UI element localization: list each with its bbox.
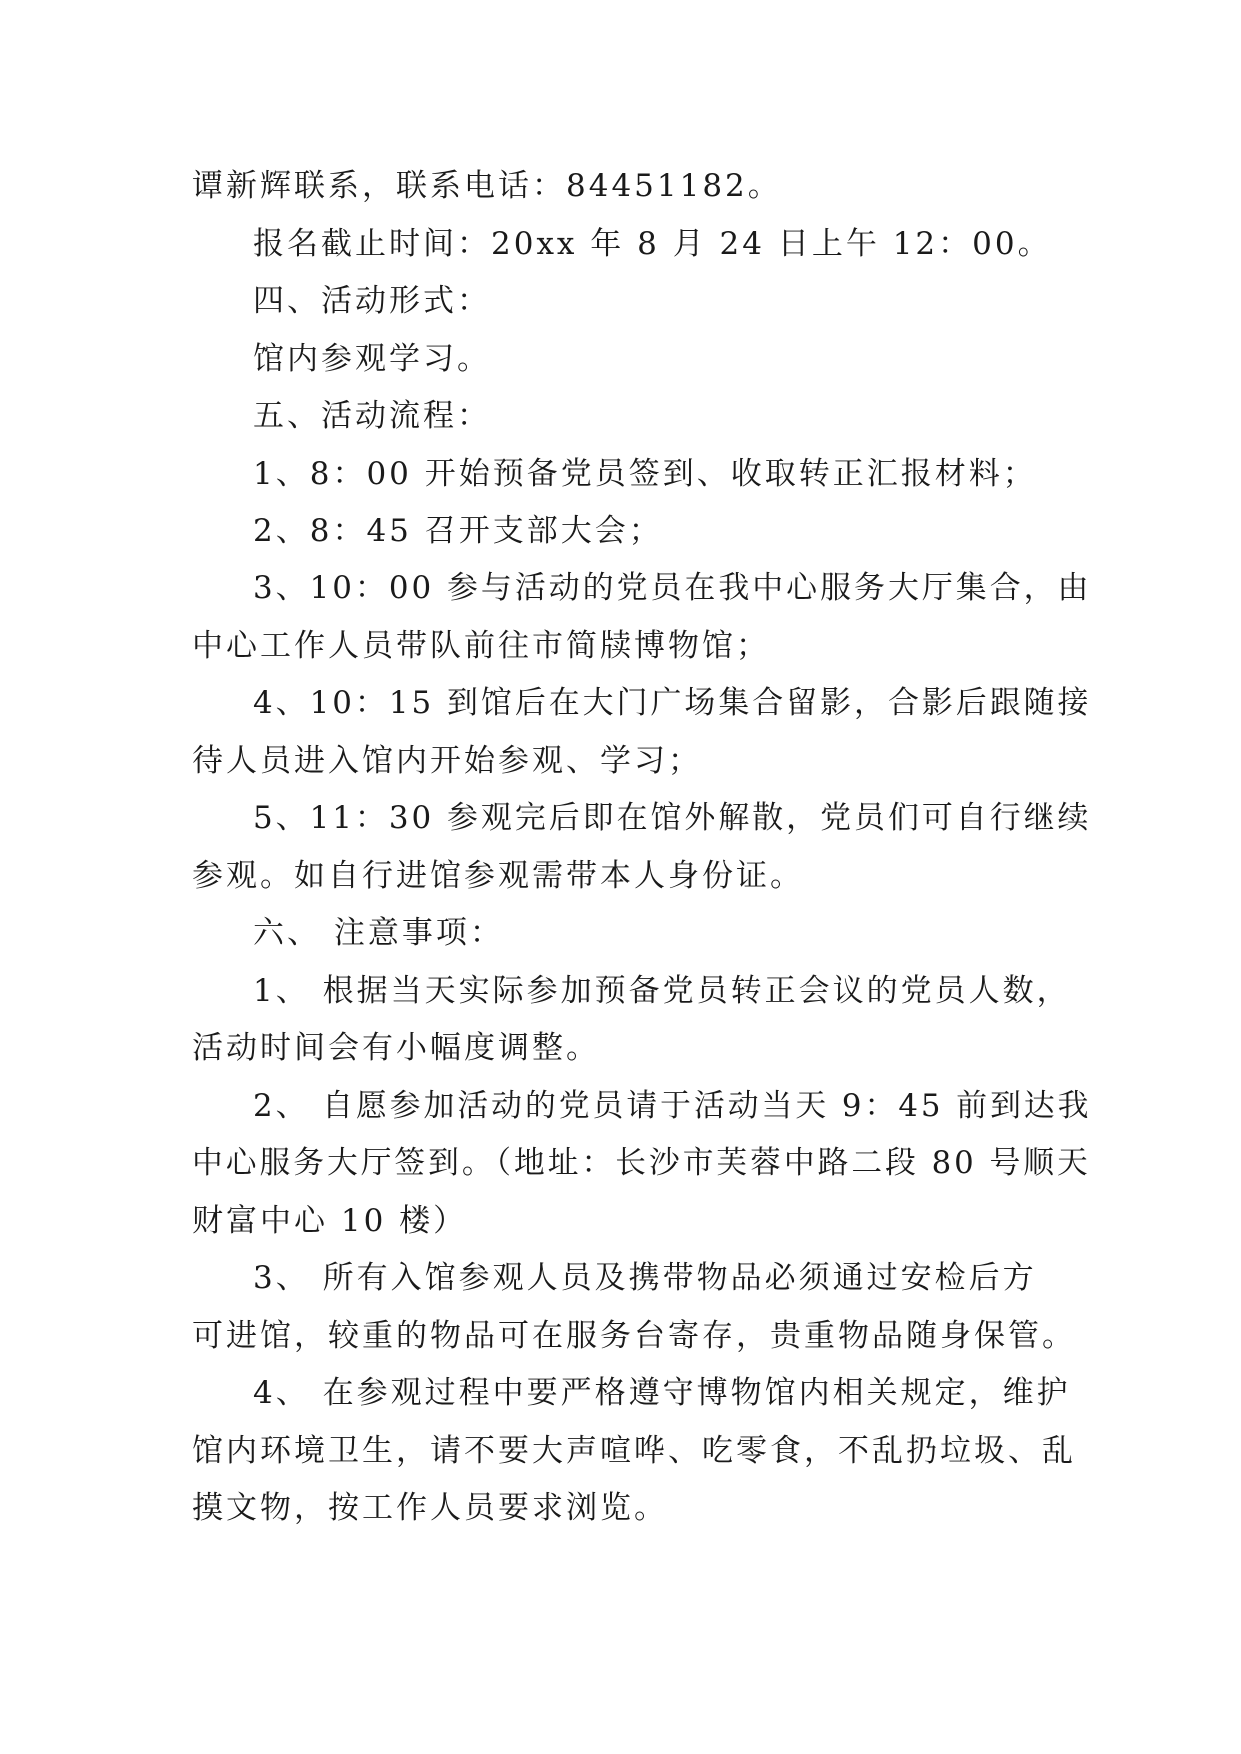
contact-line: 谭新辉联系，联系电话：84451182。 <box>192 168 782 204</box>
note-item-4-cont: 馆内环境卫生，请不要大声喧哗、吃零食，不乱扔垃圾、乱 <box>192 1433 1076 1469</box>
deadline-line: 报名截止时间：20xx 年 8 月 24 日上午 12：00。 <box>253 226 1052 262</box>
section-heading-notes: 六、 注意事项： <box>253 915 504 951</box>
process-item-3: 3、10：00 参与活动的党员在我中心服务大厅集合，由 <box>253 570 1092 606</box>
note-item-2-cont: 中心服务大厅签到。（地址：长沙市芙蓉中路二段 80 号顺天 <box>192 1145 1091 1181</box>
process-item-4-cont: 待人员进入馆内开始参观、学习； <box>192 743 702 779</box>
note-item-2-cont-2: 财富中心 10 楼） <box>192 1203 468 1239</box>
process-item-3-cont: 中心工作人员带队前往市简牍博物馆； <box>192 628 770 664</box>
process-item-4: 4、10：15 到馆后在大门广场集合留影，合影后跟随接 <box>253 685 1092 721</box>
note-item-4: 4、 在参观过程中要严格遵守博物馆内相关规定，维护 <box>253 1375 1071 1411</box>
section-heading-activity-form: 四、活动形式： <box>253 283 491 319</box>
process-item-5: 5、11：30 参观完后即在馆外解散，党员们可自行继续 <box>253 800 1092 836</box>
note-item-1: 1、 根据当天实际参加预备党员转正会议的党员人数， <box>253 973 1071 1009</box>
note-item-1-cont: 活动时间会有小幅度调整。 <box>192 1030 600 1066</box>
process-item-1: 1、8：00 开始预备党员签到、收取转正汇报材料； <box>253 456 1037 492</box>
process-item-5-cont: 参观。如自行进馆参观需带本人身份证。 <box>192 858 804 894</box>
note-item-2: 2、 自愿参加活动的党员请于活动当天 9：45 前到达我 <box>253 1088 1092 1124</box>
activity-form-text: 馆内参观学习。 <box>253 341 491 377</box>
process-item-2: 2、8：45 召开支部大会； <box>253 513 663 549</box>
note-item-4-cont-2: 摸文物，按工作人员要求浏览。 <box>192 1490 668 1526</box>
note-item-3: 3、 所有入馆参观人员及携带物品必须通过安检后方 <box>253 1260 1037 1296</box>
section-heading-activity-process: 五、活动流程： <box>253 398 491 434</box>
note-item-3-cont: 可进馆，较重的物品可在服务台寄存，贵重物品随身保管。 <box>192 1318 1076 1354</box>
